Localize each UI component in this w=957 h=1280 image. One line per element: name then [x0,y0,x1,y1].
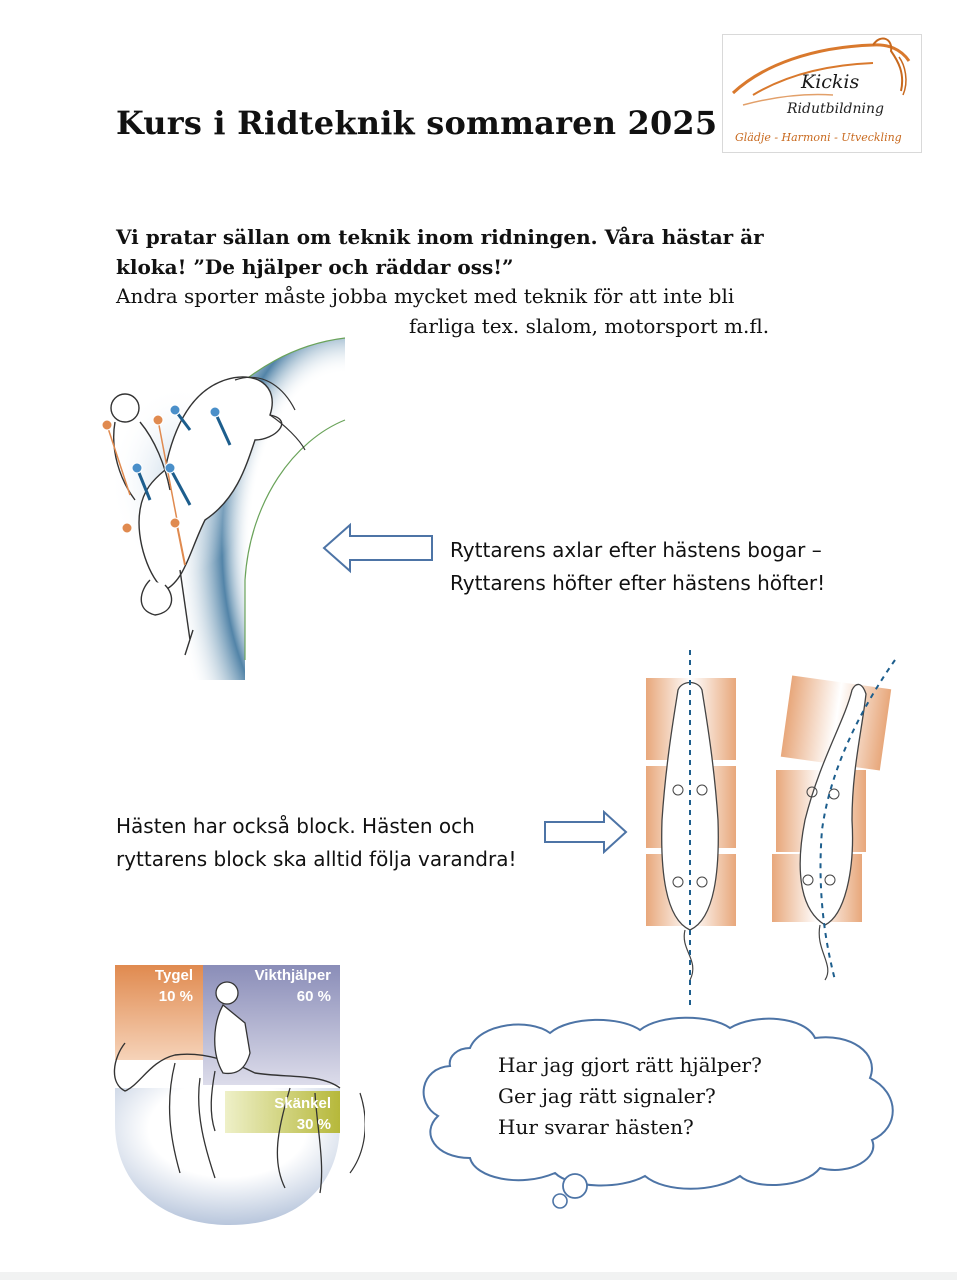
tygel-label [115,965,193,1007]
skankel-value: 30 % [296,1116,331,1133]
intro-line-1: Andra sporter måste jobba mycket med teknik för att inte bli [116,284,735,308]
blocks-caption-line-1: Hästen har också block. Hästen och [116,814,475,838]
thought-line-2: Ger jag rätt signaler? [498,1084,716,1108]
thought-line-1: Har jag gjort rätt hjälper? [498,1053,762,1077]
right-arrow-icon [542,810,628,854]
logo [722,34,922,153]
alignment-caption-line-2: Ryttarens höfter efter hästens höfter! [450,571,826,595]
vikt-label-text: Vikthjälper [254,967,331,984]
left-arrow-icon [322,522,434,574]
vikt-label [203,965,331,1007]
aids-chart [105,963,365,1233]
vikt-value: 60 % [296,988,331,1005]
tygel-label-text: Tygel [154,967,193,984]
intro-line-2: farliga tex. slalom, motorsport m.fl. [409,314,770,338]
intro-bold-text: Vi pratar sällan om teknik inom ridningen. Våra hästar är kloka! ”De hjälper och räddar oss!” [116,225,764,279]
logo-tagline: Glädje - Harmoni - Utveckling [735,131,902,144]
page-title: Kurs i Ridteknik sommaren 2025 [116,104,718,142]
tygel-value: 10 % [158,988,193,1005]
alignment-caption-line-1: Ryttarens axlar efter hästens bogar – [450,538,822,562]
rider-on-circle-illustration [95,330,355,690]
skankel-label-text: Skänkel [274,1095,331,1112]
logo-subtitle: Ridutbildning [787,101,884,117]
thought-line-3: Hur svarar hästen? [498,1115,694,1139]
horse-blocks-illustration [630,650,910,1010]
logo-name: Kickis [801,71,860,93]
skankel-label [225,1093,331,1135]
blocks-caption-line-2: ryttarens block ska alltid följa varandra! [116,847,517,871]
